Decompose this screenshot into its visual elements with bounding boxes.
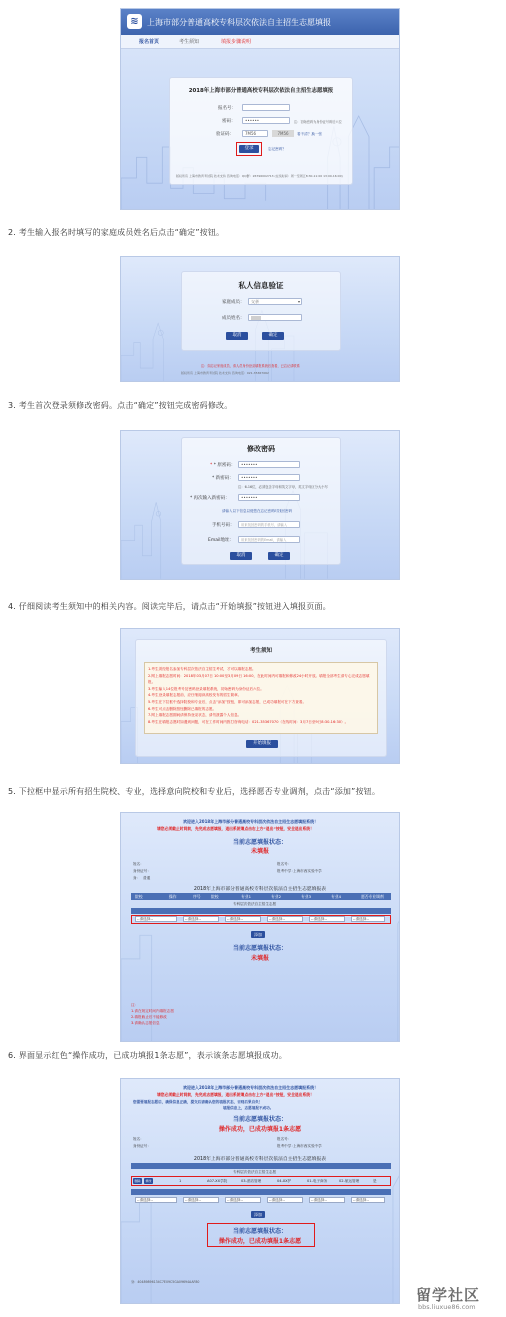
notice-item-6: 6.考生可点击删除按钮删除已填报的志愿。 <box>148 706 217 711</box>
member-name-redacted <box>251 316 261 320</box>
member-name-label: 成员姓名： <box>222 316 245 321</box>
status-label-bottom: 当前志愿填报状态： <box>232 945 287 952</box>
major3-select[interactable]: --请选择-- <box>267 916 303 922</box>
captcha-input[interactable]: 7M56 <box>242 130 268 137</box>
welcome-text: 欢迎进入2018年上海市部分普通高校专科层次依法自主招生志愿填报系统！ <box>183 819 319 824</box>
password-label: 密码： <box>222 119 236 124</box>
delete-button[interactable]: 删除 <box>134 1179 141 1183</box>
table-header <box>131 1163 391 1169</box>
col-seq: 序号 <box>193 894 201 899</box>
col-major3: 专业3 <box>301 894 312 899</box>
verify-note: 注：如忘记家庭成员，请人员身份登录填报系统后查看，已忘记请联系 <box>201 364 300 368</box>
notice-screenshot <box>120 628 400 764</box>
verify-screenshot <box>120 256 400 382</box>
row-adjust: 是 <box>373 1179 377 1183</box>
note-3: 3.请确认志愿信息 <box>131 1021 160 1025</box>
password-rule: 注：6-16位，必须包含字母和英文字母，英文字母区分大小写 <box>238 485 328 489</box>
reg-label: 报名号： <box>277 862 292 866</box>
watermark-url: bbs.liuxue86.com <box>418 1303 476 1311</box>
verify-card <box>181 271 341 351</box>
new-password-input[interactable]: ••••••• <box>238 474 300 481</box>
col-action: 操作 <box>169 894 177 899</box>
notice-title: 考生须知 <box>249 648 272 654</box>
status-value-bottom: 未填报 <box>250 955 269 962</box>
school-label: 报考中学： <box>277 1144 295 1148</box>
changepwd-title: 修改密码 <box>247 445 275 453</box>
password-hint: 注：初始密码为身份证号码后六位 <box>294 120 342 124</box>
col-major2: 专业2 <box>271 894 282 899</box>
login-footer: 版权所有 上海市教育考试院 技术支持 咨询电话：QQ群：26796002713 (在线时间：周一至周五8:30-11:00 13:00-16:00) <box>176 174 343 178</box>
captcha-image[interactable]: 7M56 <box>272 130 294 137</box>
deadline-text: 请您必须截止时间前，先完成志愿填报，退出系统请点击右上方“退出”按钮，安全退出系统！ <box>157 826 314 831</box>
row-major4: 02-航运管理 <box>339 1179 360 1183</box>
new-password-label: * 新密码： <box>212 476 234 481</box>
warning-text: 您需要填报志愿后，确保信息正确，提交后请确认您的填报状态，否则后果自负！ <box>133 1100 263 1104</box>
name-label: 姓名： <box>133 862 144 866</box>
login-form-title: 2018年上海市部分普通高校专科层次依法自主招生志愿填报 <box>188 88 334 94</box>
school-select[interactable]: --请选择-- <box>135 916 177 922</box>
major2-select[interactable]: --请选择-- <box>225 1197 261 1203</box>
table-title: 2018年上海市部分普通高校专科层次依法自主招生志愿填报表 <box>193 887 327 892</box>
confirm-password-input[interactable]: ••••••• <box>238 494 300 501</box>
add-button[interactable]: 添加 <box>251 931 265 938</box>
bind-note: 请输入以下信息以便您在忘记密码时找回密码 <box>222 509 292 513</box>
notice-item-2: 2.网上填报志愿时间：2018年03月07日 10:00至3月09日 16:00，在此时间内可填报和修改24小时开放。填报全部考生请专心完成志愿填报。 <box>148 673 370 685</box>
deadline-text: 请您必须截止时间前，先完成志愿填报，退出系统请点击右上方“退出”按钮，安全退出系统！ <box>157 1092 314 1097</box>
chevron-down-icon: ▾ <box>297 299 300 304</box>
exam-type-value: 普通 <box>143 876 151 880</box>
adjust-select[interactable]: --请选择-- <box>351 916 385 922</box>
old-password-label: * * 原密码： <box>210 463 236 468</box>
tab-home[interactable]: 报名首页 <box>139 39 160 45</box>
nav-bar <box>121 35 399 49</box>
table-header <box>131 893 391 900</box>
status-label-bottom: 当前志愿填报状态： <box>232 1228 287 1235</box>
status-value-bottom: 操作成功，已成功填报1条志愿 <box>218 1238 302 1245</box>
reg-number-input[interactable] <box>242 104 290 111</box>
status-value: 未填报 <box>250 848 269 855</box>
confirm-button[interactable]: 确定 <box>262 332 284 340</box>
fill-screenshot <box>120 812 400 1042</box>
tab-notice[interactable]: 考生须知 <box>179 39 200 45</box>
major1-select[interactable]: --请选择-- <box>183 916 219 922</box>
old-password-input[interactable]: ••••••• <box>238 461 300 468</box>
login-screenshot <box>120 8 400 210</box>
edit-button[interactable]: 修改 <box>145 1179 152 1183</box>
phone-label: 手机号码： <box>212 523 235 528</box>
row-school: A07-XX学院 <box>207 1179 228 1183</box>
member-select[interactable] <box>248 298 302 305</box>
col-major4: 专业4 <box>331 894 342 899</box>
member-label: 家庭成员： <box>222 300 245 305</box>
password-input[interactable]: •••••• <box>242 117 290 124</box>
select-header <box>131 1189 391 1195</box>
id-label: 身份证号： <box>133 1144 151 1148</box>
name-label: 姓名： <box>133 1137 144 1141</box>
watermark <box>416 1284 502 1314</box>
verify-footer: 版权所有 上海市教育考试院 技术支持 咨询电话：021-35367062 <box>181 371 269 375</box>
id-label: 身份证号： <box>133 869 151 873</box>
login-card <box>169 77 353 185</box>
filled-row <box>133 1178 389 1184</box>
col-school2: 院校 <box>211 894 219 899</box>
cancel-button[interactable]: 取消 <box>226 332 248 340</box>
reg-label: 报名号： <box>277 1137 292 1141</box>
note-1: 1.请在规定时间内填报志愿 <box>131 1009 174 1013</box>
changepwd-screenshot <box>120 430 400 580</box>
row-major3: 01-电子商务 <box>307 1179 328 1183</box>
notice-body <box>144 662 378 734</box>
row-major2: 04-XX护 <box>277 1179 292 1183</box>
major2-select[interactable]: --请选择-- <box>225 916 261 922</box>
success-screenshot <box>120 1078 400 1304</box>
sub-header: 专科层次依法自主招生志愿 <box>233 902 277 906</box>
status-label: 当前志愿填报状态： <box>232 839 287 846</box>
login-button[interactable]: 登录 <box>239 145 259 153</box>
major4-select[interactable]: --请选择-- <box>309 1197 345 1203</box>
major3-select[interactable]: --请选择-- <box>267 1197 303 1203</box>
step-6-caption: 6. 界面显示红色“操作成功，已成功填报1条志愿”，表示该条志愿填报成功。 <box>8 1051 287 1060</box>
start-filling-button[interactable]: 开始填报 <box>246 740 278 748</box>
school-label: 报考中学： <box>277 869 295 873</box>
notice-item-8: 8.考生在填报志愿时如遇到问题，可在工作时间内拨打咨询电话：021-35367070（在线时间：3月7日至9日8:30-16:30）。 <box>148 719 349 724</box>
select-header <box>131 908 391 914</box>
row-seq: 1 <box>179 1179 182 1183</box>
row-major1: 03-酒店管理 <box>241 1179 262 1183</box>
site-logo-icon: ≋ <box>127 14 142 29</box>
notice-item-3: 3.考生输入14位报考号及密码登录填报系统，初始密码为身份证后六位。 <box>148 686 264 691</box>
status-value: 操作成功，已成功填报1条志愿 <box>218 1126 302 1133</box>
member-select-value: 父亲 <box>251 299 259 304</box>
email-input[interactable]: 用来找回密码的Email，请输入 <box>238 536 300 543</box>
notice-card <box>135 639 387 757</box>
changepwd-card <box>181 437 341 565</box>
table-title: 2018年上海市部分普通高校专科层次依法自主招生志愿填报表 <box>193 1157 327 1162</box>
status-label: 当前志愿填报状态： <box>232 1116 287 1123</box>
verify-title: 私人信息验证 <box>238 281 284 290</box>
adjust-select[interactable]: --请选择-- <box>351 1197 385 1203</box>
note-2: 2.填报截止后不能修改 <box>131 1015 167 1019</box>
school-value: 上海市西实验中学 <box>293 869 322 873</box>
step-4-caption: 4. 仔细阅读考生须知中的相关内容。阅读完毕后，请点击“开始填报”按钮进入填报页面。 <box>8 602 331 611</box>
member-name-input[interactable] <box>248 314 302 321</box>
add-button[interactable]: 添加 <box>251 1211 265 1218</box>
forgot-password-link[interactable]: 忘记密码？ <box>268 147 286 151</box>
confirm-password-label: * 再次输入新密码： <box>190 496 230 501</box>
col-major1: 专业1 <box>241 894 252 899</box>
welcome-text: 欢迎进入2018年上海市部分普通高校专科层次依法自主招生志愿填报系统！ <box>183 1085 319 1090</box>
notice-item-7: 7.网上填报志愿期间请保持登录状态，请勿泄露个人信息。 <box>148 713 242 718</box>
col-adjust: 愿否专业调剂 <box>361 894 384 899</box>
tab-steps[interactable]: 填报步骤说明 <box>221 39 252 45</box>
step-5-caption: 5. 下拉框中显示所有招生院校、专业，选择意向院校和专业后，选择愿否专业调剂，点击“添加”按钮。 <box>8 787 381 796</box>
captcha-label: 验证码： <box>216 132 234 137</box>
sub-header: 专科层次依法自主招生志愿 <box>233 1170 277 1174</box>
old-password-label-text: * 原密码： <box>213 463 236 468</box>
site-title: 上海市部分普通高校专科层次依法自主招生志愿填报 <box>147 18 331 27</box>
reg-label: 报名号： <box>218 106 236 111</box>
school-select[interactable]: --请选择-- <box>135 1197 177 1203</box>
captcha-refresh-link[interactable]: 看不清？换一张 <box>297 132 323 136</box>
major4-select[interactable]: --请选择-- <box>309 916 345 922</box>
notice-item-5: 5.考生在下拉框中选择院校和专业后，点击“添加”按钮，即可添加志愿，已成功填报可在下方查看。 <box>148 699 307 704</box>
note-0: 注： <box>131 1003 139 1007</box>
school-value: 上海市西实验中学 <box>293 1144 322 1148</box>
notice-item-1: 1.考生须经报名参加专科层次依法自主招生考试，才可以填报志愿。 <box>148 667 256 671</box>
cancel-button[interactable]: 取消 <box>230 552 252 560</box>
email-label: Email地址： <box>208 538 234 543</box>
confirm-button[interactable]: 确定 <box>268 552 290 560</box>
exam-type-label: 身： <box>133 876 141 880</box>
step-2-caption: 2. 考生输入报名时填写的家庭成员姓名后点击“确定”按钮。 <box>8 228 225 237</box>
phone-input[interactable]: 用来找回密码的手机号，请输入 <box>238 521 300 528</box>
bottom-id: 身：40489896134C7E09C5GA09694AAF80 <box>131 1280 200 1284</box>
major1-select[interactable]: --请选择-- <box>183 1197 219 1203</box>
site-header <box>121 9 399 35</box>
watermark-brand: 留学社区 <box>416 1286 481 1304</box>
step-3-caption: 3. 考生首次登录须修改密码。点击“确定”按钮完成密码修改。 <box>8 401 233 410</box>
notice-item-4: 4.考生登录填报志愿前，应仔细阅读高校发布的招生简章。 <box>148 693 242 698</box>
warning-text-2: 填报信息上，志愿填报不成功。 <box>223 1106 274 1110</box>
col-school: 院校 <box>135 894 143 899</box>
